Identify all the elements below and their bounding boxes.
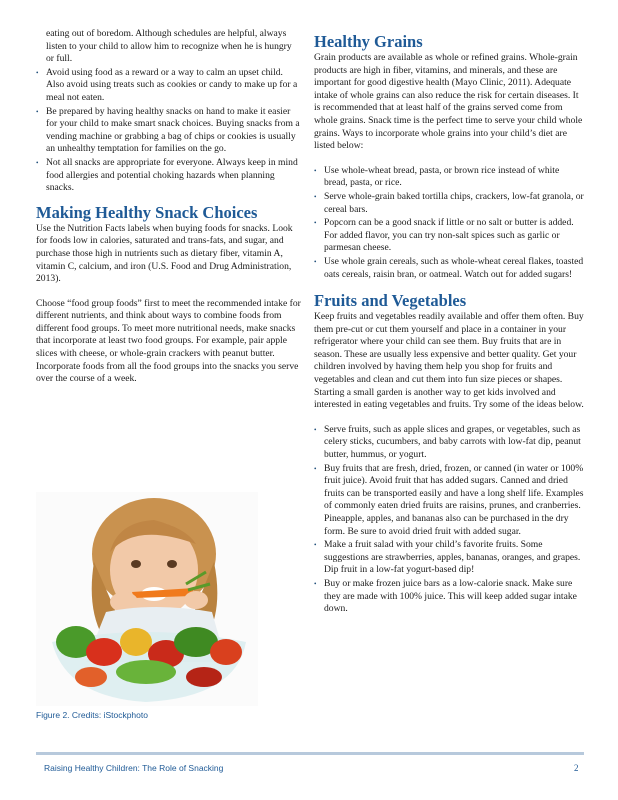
snacking-tips-list xyxy=(36,28,302,195)
list-item: • Avoid using food as a reward or a way to calm an upset child. Also avoid using treats such as cookies or candy to make up for a meal not eaten. xyxy=(36,67,302,105)
paragraph: Grain products are available as whole or refined grains. Whole-grain products are high in fiber, vitamins, and minerals, and these are important for good digestive health (Mayo Clinic, 2011). Adequate intake of whole grains can also reduce the risk for certain diseases. It is recommended that at least half of the grains served come from whole grains. Snack time is the perfect time to serve your child whole grains. Ways to incorporate whole grains into your child’s diet are listed below: xyxy=(314,52,583,152)
list-item: • Popcorn can be a good snack if little or no salt or butter is added. For added flavor, you can try non-salt spices such as garlic or parmesan cheese. xyxy=(314,217,584,255)
list-item: • Buy or make frozen juice bars as a low-calorie snack. Make sure they are made with 100% juice. This will keep added sugar intake down. xyxy=(314,578,584,616)
list-item: eating out of boredom. Although schedules are helpful, always listen to your child to allow him to recognize when he is hungry or full. xyxy=(46,28,292,65)
list-item: • Buy fruits that are fresh, dried, frozen, or canned (in water or 100% fruit juice). Avoid fruit that has added sugars. Canned and dried fruits can be transported easily and have a long shelf life. Examples of commonly eaten dried fruits are raisins, prunes, and cranberries. Pineapple, apples, and bananas also can be purchased in the dry form. Be sure to avoid dried fruit with added sugar. xyxy=(314,463,584,539)
list-item: • Use whole-wheat bread, pasta, or brown rice instead of white bread, pasta, or rice. xyxy=(314,165,584,190)
section-heading-healthy-grains: Healthy Grains xyxy=(314,32,423,51)
list-item: • Not all snacks are appropriate for everyone. Always keep in mind food allergies and potential choking hazards when planning snacks. xyxy=(36,157,302,195)
fruits-list xyxy=(314,424,584,616)
footer-title: Raising Healthy Children: The Role of Snacking xyxy=(44,763,224,773)
footer-divider xyxy=(36,752,584,755)
page-number: 2 xyxy=(574,763,579,773)
photo-illustration xyxy=(36,492,258,706)
figure-caption: Figure 2. Credits: iStockphoto xyxy=(36,710,148,720)
right-column xyxy=(314,28,584,617)
grains-list xyxy=(314,165,584,281)
section-heading-snack-choices: Making Healthy Snack Choices xyxy=(36,202,258,222)
section-heading-fruits-vegetables: Fruits and Vegetables xyxy=(314,291,467,311)
list-item: • Serve fruits, such as apple slices and grapes, or vegetables, such as celery sticks, cucumbers, and baby carrots with low-fat dip, peanut butter, hummus, or yogurt. xyxy=(314,424,584,462)
left-column xyxy=(36,28,302,386)
list-item: • Make a fruit salad with your child’s favorite fruits. Some suggestions are strawberries, apples, bananas, oranges, and grapes. Dip fruit in a low-fat yogurt-based dip! xyxy=(314,539,584,577)
paragraph: Use the Nutrition Facts labels when buying foods for snacks. Look for foods low in calories, saturated and trans-fats, and sugar, and purchase those high in nutrients such as dietary fiber, vitamin A, vitamin C, calcium, and iron (U.S. Food and Drug Administration, 2013). xyxy=(36,222,293,285)
list-item: • Be prepared by having healthy snacks on hand to make it easier for your child to make smart snack choices. Buying snacks from a vending machine or grabbing a bag of chips or cookies is usually an unhealthy temptation for families on the go. xyxy=(36,106,302,156)
paragraph: Choose “food group foods” first to meet the recommended intake for different nutrients, and think about ways to combine foods from different food groups. To meet more nutritional needs, make snacks that incorporate at least two food groups. For example, pair apple slices with cheese, or whole-grain crackers with peanut butter. Incorporate foods from all the food groups into the snacks you serve over the course of a week. xyxy=(36,297,301,385)
list-item: • Use whole grain cereals, such as whole-wheat cereal flakes, toasted oats cereals, raisin bran, or oatmeal. Watch out for added sugars! xyxy=(314,256,584,281)
child-eating-vegetables-photo xyxy=(36,492,258,706)
paragraph: Keep fruits and vegetables readily available and offer them often. Buy them pre-cut or cut them yourself and place in a container in your refrigerator where your child can see them. Buy fruits that are in season. These are usually less expensive and better quality. Get your children involved by having them help you shop for fruits and vegetables and clean and cut them into fun size pieces or shapes. Starting a small garden is another way to get kids involved and interested in eating vegetables and fruits. Try some of the ideas below. xyxy=(314,311,584,411)
list-item: • Serve whole-grain baked tortilla chips, crackers, low-fat granola, or cereal bars. xyxy=(314,191,584,216)
